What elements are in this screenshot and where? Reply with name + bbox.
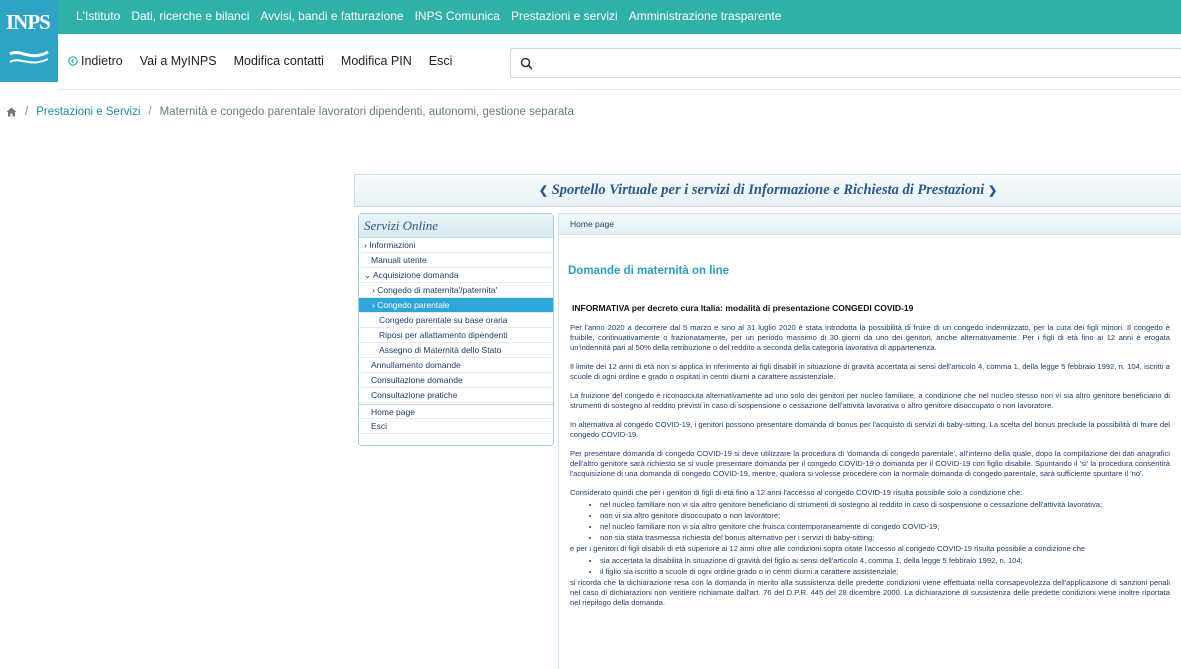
list-item: • non vi sia altro genitore disoccupato o non lavoratore; [600,511,1170,521]
breadcrumb-separator: / [148,106,152,118]
chevron-right-icon[interactable]: ❯ [987,185,998,197]
sidebar-item-annullamento[interactable]: Annullamento domande [359,358,553,373]
breadcrumb-separator: / [25,106,29,118]
home-icon[interactable] [6,107,17,117]
top-nav-dati[interactable]: Dati, ricerche e bilanci [131,9,250,23]
sidebar-item-label: Congedo di maternita'/paternita' [377,285,498,295]
paragraph: Per l'anno 2020 a decorrere dal 5 marzo e sino al 31 luglio 2020 è stata introdotta la possibilità di fruire di un congedo indennizzato, per la cura dei figli minori. Il congedo è fruibile, continuativamente o frazionatamente, per un periodo massimo di 30 giorni da uno dei genitori, anche alternativamente. Per i figli di età fino ai 12 anni è erogata un'indennità pari al 50% della retribuzione o del reddito a seconda della categoria lavorativa di appartenenza. [570,323,1170,352]
home-link[interactable]: Home page [559,214,1181,235]
list-item: • nel nucleo familiare non vi sia altro genitore che fruisca contemporaneamente di congedo COVID-19; [600,522,1170,532]
paragraph: Il limite dei 12 anni di età non si applica in riferimento ai figli disabili in situazione di gravità accertata ai sensi dell'articolo 4, comma 1, della legge 5 febbraio 1992, n. 104, iscritti a scuole di ogni ordine e grado o ospitati in centri diurni a carattere assistenziale. [570,362,1170,381]
breadcrumb-current: Maternità e congedo parentale lavoratori dipendenti, autonomi, gestione separata [159,106,574,118]
main-content [558,213,1181,669]
back-button[interactable] [68,54,123,68]
breadcrumb-prestazioni[interactable]: Prestazioni e Servizi [36,106,141,118]
paragraph: e per i genitori di figli disabili di età superiore ai 12 anni oltre alle condizioni sopra citate l'accesso al congedo COVID-19 risulta possibile a condizione che [570,544,1086,553]
sidebar-item-consultazione-domande[interactable]: Consultazione domande [359,373,553,388]
inps-logo[interactable] [0,0,58,82]
search-icon[interactable] [520,57,533,70]
informativa-body [570,323,1170,617]
sportello-banner [354,174,1181,207]
chevron-right-icon: › [372,285,378,295]
list-item: • non sia stata trasmessa richiesta del bonus alternativo per i servizi di baby-sitting; [600,533,1170,543]
sidebar-item-label: Informazioni [369,240,416,250]
nav-esci[interactable]: Esci [428,54,453,68]
paragraph: La fruizione del congedo è riconosciuta alternativamente ad uno solo dei genitori per nucleo familiare, a condizione che nel nucleo stesso non vi sia altro genitore beneficiario di strumenti di sostegno al reddito previsti in caso di sospensione o cessazione dell'attività lavorativa o altro genitore disoccupato o non lavoratore. [570,391,1170,410]
disabled-conditions-list [600,556,1170,577]
paragraph: In alternativa al congedo COVID-19, i genitori possono presentare domanda di bonus per l'acquisto di servizi di baby-sitting. La scelta del bonus preclude la possibilità di fruire del congedo COVID-19. [570,420,1170,439]
breadcrumb [6,106,574,118]
sidebar-item-congedo-maternita[interactable] [359,283,553,298]
chevron-right-icon: › [372,300,378,310]
list-item: • nel nucleo familiare non vi sia altro genitore beneficiario di strumenti di sostegno al reddito in caso di sospensione o cessazione dell'attività lavorativa; [600,500,1170,510]
logo-wave-icon [8,46,50,68]
sidebar-item-consultazione-pratiche[interactable]: Consultazione pratiche [359,388,553,403]
paragraph: si ricorda che la dichiarazione resa con la domanda in merito alla sussistenza delle predette condizioni viene effettuata nella consapevolezza dell'applicazione di sanzioni penali nel caso di dichiarazioni non veritiere richiamate dall'art. 76 del D.P.R. 445 del 28 dicembre 2000. La dichiarazione di sussistenza delle predette condizioni viene inoltre riportata nel riepilogo della domanda. [570,578,1170,607]
sidebar-item-acquisizione[interactable] [359,268,553,283]
sidebar-item-home[interactable]: Home page [359,404,553,419]
sidebar-item-informazioni[interactable] [359,238,553,253]
conditions-list [600,500,1170,543]
chevron-down-icon: ⌄ [364,270,374,280]
sidebar-title: Servizi Online [359,214,553,238]
sidebar-item-congedo-orario[interactable]: Congedo parentale su base oraria [359,313,553,328]
top-bar [0,0,1181,34]
sidebar-item-manuali[interactable]: Manuali utente [359,253,553,268]
user-nav [68,54,452,68]
nav-modifica-contatti[interactable]: Modifica contatti [233,54,324,68]
search-input[interactable] [510,48,1181,78]
top-nav-istituto[interactable]: L'Istituto [76,9,121,23]
sidebar-item-assegno[interactable]: Assegno di Maternità dello Stato [359,343,553,358]
logo-text: INPS [6,10,50,34]
top-nav-avvisi[interactable]: Avvisi, bandi e fatturazione [260,9,404,23]
list-item: • il figlio sia iscritto a scuole di ogni ordine grado o in centri diurni a carattere assistenziale; [600,567,1170,577]
page-title: Domande di maternità on line [568,265,730,277]
back-icon [68,56,78,66]
top-nav-trasparente[interactable]: Amministrazione trasparente [628,9,782,23]
sidebar-item-riposi[interactable]: Riposi per allattamento dipendenti [359,328,553,343]
servizi-online-sidebar [358,213,554,446]
chevron-right-icon: › [364,240,370,250]
chevron-left-icon[interactable]: ❮ [538,185,549,197]
paragraph: Per presentare domanda di congedo COVID-19 si deve utilizzare la procedura di 'domanda di congedo parentale', all'interno della quale, dopo la compilazione dei dati anagrafici dell'altro genitore sarà richiesto se si vuole presentare domanda per il congedo COVID-19 o domanda per il COVID-19 con figlio disabile. Spuntando il 'si' la procedura consentirà l'acquisizione di una domanda di congedo COVID-19, mentre, qualora si volesse procedere con la normale domanda di congedo parentale, sarà sufficiente spuntare il 'no'. [570,449,1170,478]
nav-myinps[interactable]: Vai a MyINPS [139,54,217,68]
sidebar-item-label: Congedo parentale [377,300,450,310]
list-item: • sia accertata la disabilità in situazione di gravità del figlio ai sensi dell'articolo 4, comma 1, della legge 5 febbraio 1992, n. 104; [600,556,1170,566]
top-nav-comunica[interactable]: INPS Comunica [414,9,500,23]
paragraph: Considerato quindi che per i genitori di figli di età fino a 12 anni l'accesso al congedo COVID-19 risulta possibile solo a condizione che: [570,488,1023,497]
top-nav [76,9,781,23]
back-label: Indietro [81,54,123,68]
nav-modifica-pin[interactable]: Modifica PIN [340,54,412,68]
sidebar-item-congedo-parentale[interactable] [359,298,553,313]
top-nav-prestazioni[interactable]: Prestazioni e servizi [510,9,618,23]
banner-title: Sportello Virtuale per i servizi di Informazione e Richiesta di Prestazioni [551,182,985,198]
informativa-title: INFORMATIVA per decreto cura Italia: modalità di presentazione CONGEDI COVID-19 [572,303,914,313]
secondary-bar [58,34,1181,90]
sidebar-item-label: Acquisizione domanda [373,270,459,280]
sidebar-item-esci[interactable]: Esci [359,419,553,434]
